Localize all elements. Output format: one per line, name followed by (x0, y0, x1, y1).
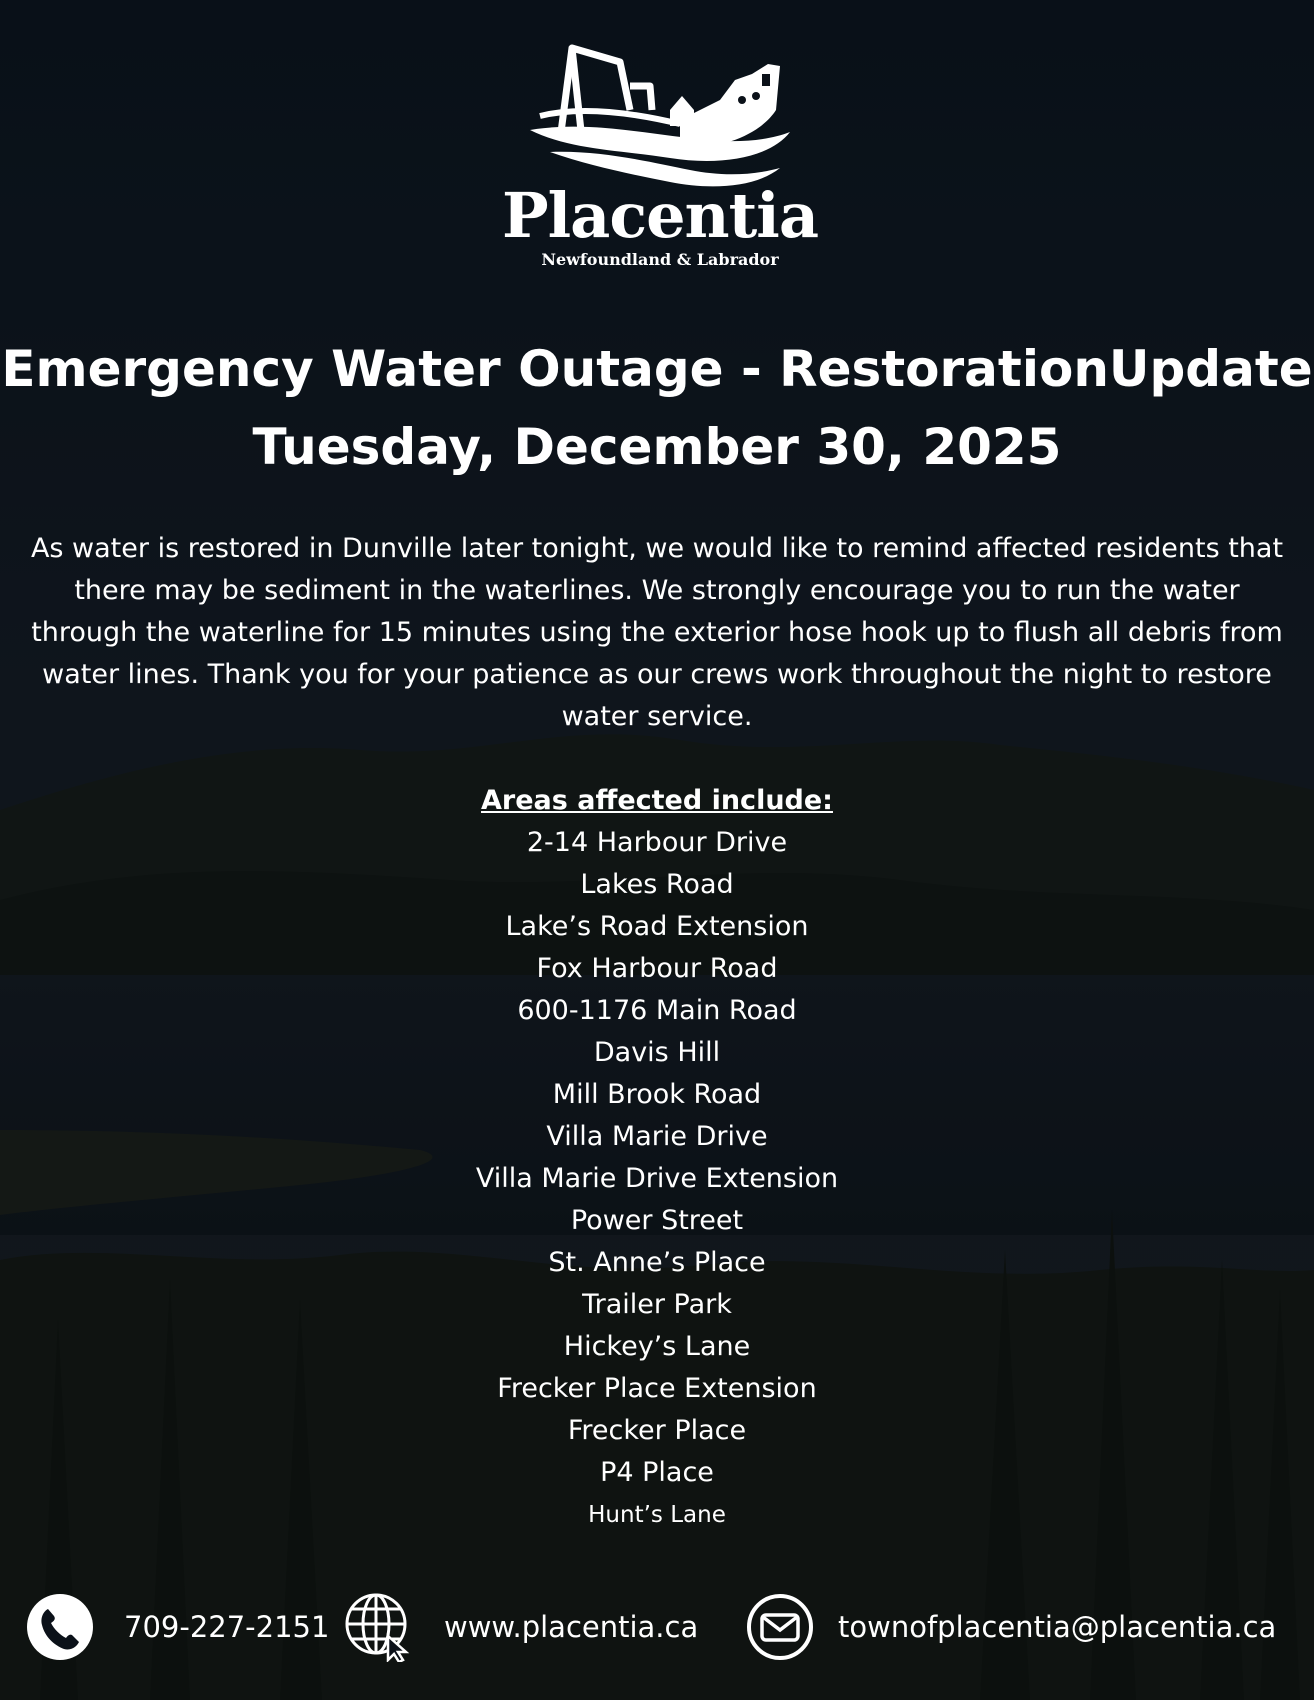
notice-message: As water is restored in Dunville later tonight, we would like to remind affected residents that there may be sediment in the waterlines. We strongly encourage you to run the water through the waterline for 15 minutes using the exterior hose hook up to flush all debris from water lines. Thank you for your patience as our crews work throughout the night to restore water service. (30, 533, 1284, 732)
list-item: P4 Place (600, 1457, 714, 1488)
list-item: Frecker Place (567, 1415, 747, 1446)
list-item: Power Street (570, 1205, 744, 1236)
envelope-icon (746, 1593, 814, 1661)
list-item: 2-14 Harbour Drive (526, 827, 788, 858)
page-title (0, 330, 1314, 486)
list-item: Lakes Road (580, 869, 734, 900)
areas-affected (0, 780, 1314, 1536)
phone-number[interactable]: 709-227-2151 (124, 1610, 330, 1644)
town-logo (480, 40, 840, 280)
list-item: Mill Brook Road (552, 1079, 762, 1110)
list-item: Fox Harbour Road (536, 953, 778, 984)
areas-list (0, 822, 1314, 1536)
globe-icon (344, 1592, 414, 1662)
ship-logo-icon (480, 40, 840, 190)
list-item: Hickey’s Lane (563, 1331, 751, 1362)
list-item: Hunt’s Lane (588, 1502, 726, 1528)
list-item: Trailer Park (582, 1289, 732, 1320)
logo-town-name: Placentia (502, 179, 818, 252)
contact-website (344, 1592, 698, 1662)
contact-bar (0, 1592, 1314, 1662)
areas-heading: Areas affected include: (481, 785, 833, 816)
contact-email (746, 1592, 1276, 1662)
contact-phone (26, 1592, 329, 1662)
title-date: Tuesday, December 30, 2025 (252, 418, 1062, 476)
list-item: Lake’s Road Extension (505, 911, 809, 942)
title-line-1: Emergency Water Outage - RestorationUpdate (1, 340, 1313, 398)
list-item: St. Anne’s Place (548, 1247, 766, 1278)
website-link[interactable]: www.placentia.ca (444, 1610, 699, 1644)
list-item: 600-1176 Main Road (517, 995, 797, 1026)
phone-icon (26, 1593, 94, 1661)
logo-province: Newfoundland & Labrador (541, 250, 779, 269)
list-item: Villa Marie Drive (546, 1121, 768, 1152)
email-link[interactable]: townofplacentia@placentia.ca (838, 1610, 1277, 1644)
list-item: Villa Marie Drive Extension (475, 1163, 839, 1194)
list-item: Davis Hill (593, 1037, 721, 1068)
list-item: Frecker Place Extension (497, 1373, 817, 1404)
